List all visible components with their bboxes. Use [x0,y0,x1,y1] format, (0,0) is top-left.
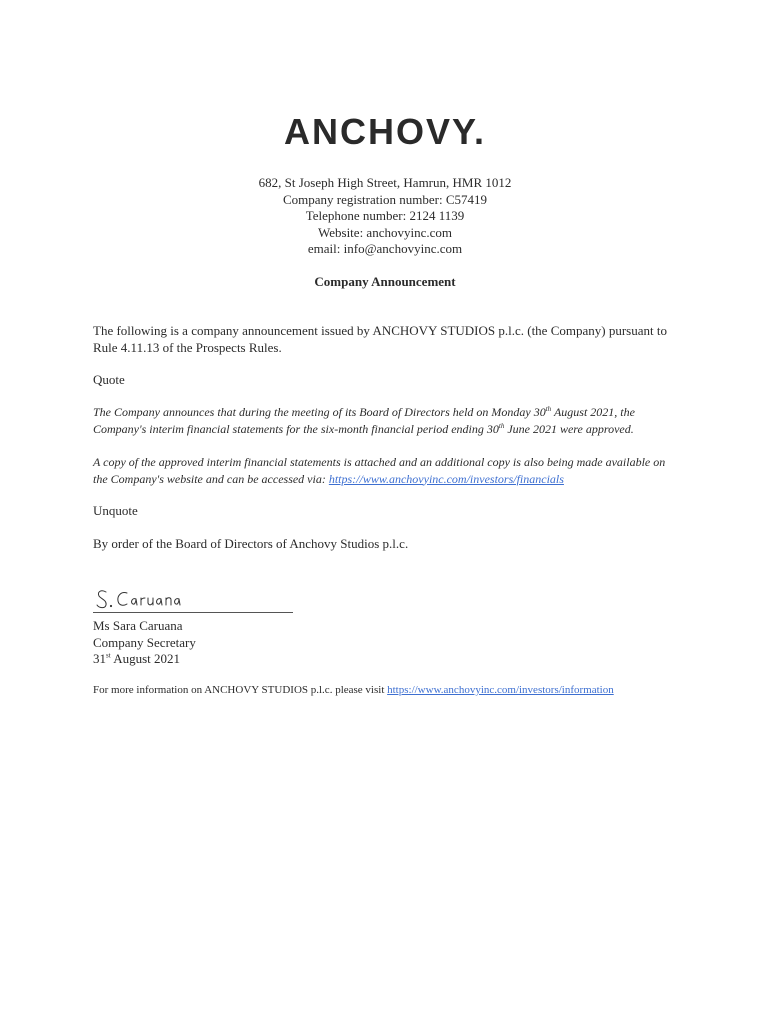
announcement-date [93,651,196,668]
financials-link[interactable]: https://www.anchovyinc.com/investors/financials [328,471,564,486]
date-sup: st [106,651,111,660]
quote-label: Quote [93,372,125,387]
approval-text-3: June 2021 were approved. [504,421,634,436]
date-day: 31 [93,651,106,666]
copy-paragraph [93,454,673,487]
registration-number: Company registration number: C57419 [282,191,487,207]
announcement-title: Company Announcement [314,274,456,289]
approval-sup-2: th [498,421,505,430]
signature-line [93,612,293,613]
company-logo: ANCHOVY. [283,111,487,152]
website: Website: anchovyinc.com [318,224,452,240]
approval-text-1: The Company announces that during the meeting of its Board of Directors held on Monday 30 [93,405,546,419]
approval-sup-1: th [545,405,552,413]
unquote-label: Unquote [93,503,138,518]
copy-text: A copy of the approved interim financial statements is attached and an additional copy is also being made available on the Company's website and can be accessed via: [93,455,666,486]
telephone-number: Telephone number: 2124 1139 [305,208,465,223]
contact-block [0,175,770,258]
signatory-name: Ms Sara Caruana [93,618,183,633]
footer-text: For more information on ANCHOVY STUDIOS p.l.c. please visit [93,684,388,696]
intro-paragraph: The following is a company announcement issued by ANCHOVY STUDIOS p.l.c. (the Company) pursuant to Rule 4.11.13 of the Prospects Rules. [93,323,667,355]
signature-image [95,586,295,614]
board-order: By order of the Board of Directors of Anchovy Studios p.l.c. [93,536,409,551]
email: email: info@anchovyinc.com [307,241,463,256]
date-rest: August 2021 [110,651,181,666]
footer-note [93,683,753,697]
approval-text-2: August 2021, the Company's interim financial statements for the six-month financial period ending 30 [93,405,635,436]
approval-paragraph [93,404,673,437]
signatory-role: Company Secretary [93,634,196,650]
information-link[interactable]: https://www.anchovyinc.com/investors/information [387,684,614,696]
address: 682, St Joseph High Street, Hamrun, HMR 1012 [258,175,512,190]
signatory-block [93,618,196,668]
